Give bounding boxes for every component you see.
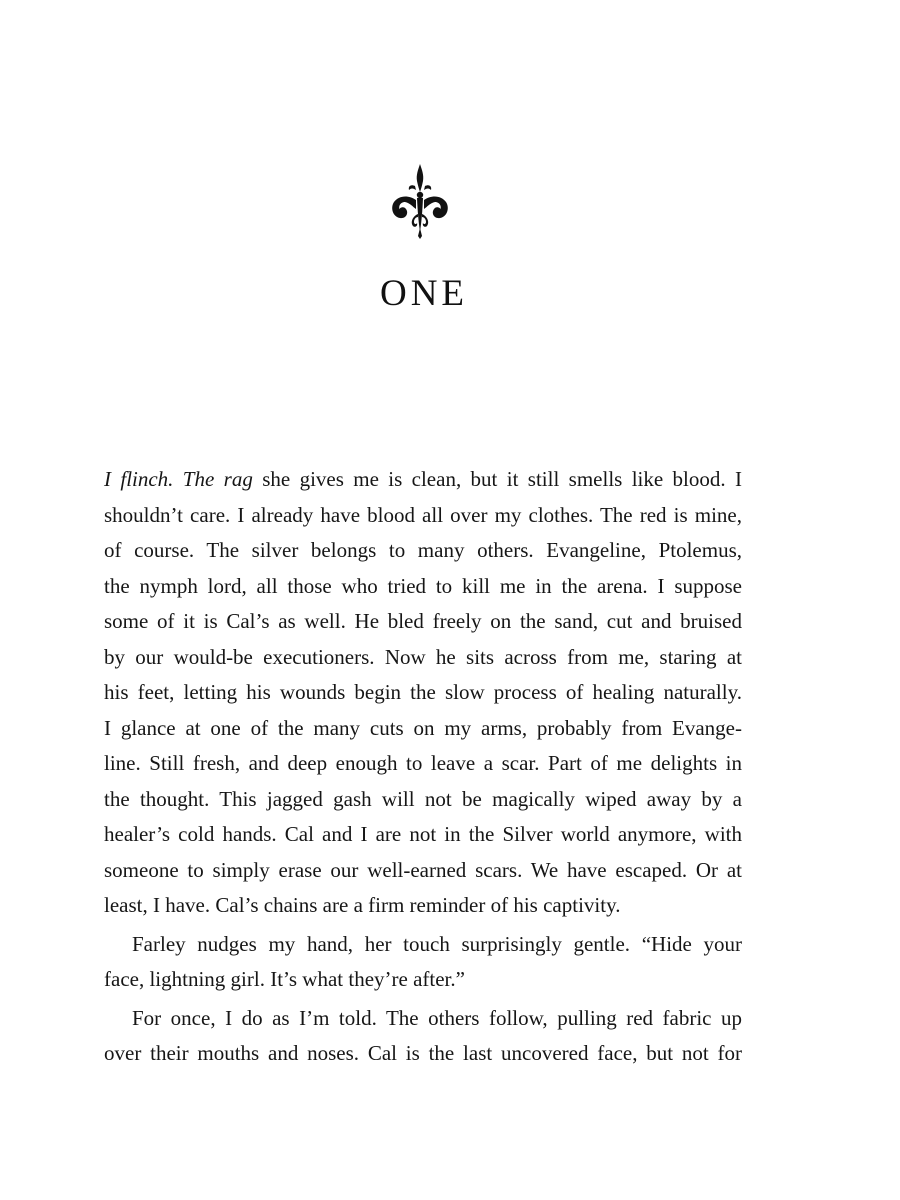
text-line: Farley nudges my hand, her touch surprisingly gentle. “Hide your: [132, 931, 742, 956]
text-line: line. Still fresh, and deep enough to leave a scar. Part of me delights in: [104, 751, 742, 775]
text-line: I glance at one of the many cuts on my arms, probably from Evange-: [104, 715, 742, 740]
text-line: the thought. This jagged gash will not be magically wiped away by a: [104, 786, 742, 811]
text-line: his feet, letting his wounds begin the slow process of healing naturally.: [104, 680, 742, 704]
text-line: face, lightning girl. It’s what they’re after.”: [104, 967, 465, 991]
text-line: shouldn’t care. I already have blood all over my clothes. The red is mine,: [104, 502, 742, 527]
text-line: someone to simply erase our well-earned scars. We have escaped. Or at: [104, 857, 742, 882]
text-line: by our would-be executioners. Now he sits across from me, staring at: [104, 644, 742, 669]
text-line: of course. The silver belongs to many others. Evangeline, Ptolemus,: [104, 538, 742, 562]
italic-opening: I flinch. The rag: [104, 467, 253, 491]
text-line: For once, I do as I’m told. The others follow, pulling red fabric up: [132, 1005, 742, 1030]
chapter-title: ONE: [379, 273, 469, 314]
chapter-body: [104, 462, 742, 1072]
text-line: some of it is Cal’s as well. He bled freely on the sand, cut and bruised: [104, 609, 742, 633]
text-line: I flinch. The rag she gives me is clean, but it still smells like blood. I: [104, 467, 742, 491]
fleur-de-lis-icon: [385, 162, 455, 240]
text-line: least, I have. Cal’s chains are a firm reminder of his captivity.: [104, 893, 621, 917]
text-line: healer’s cold hands. Cal and I are not in the Silver world anymore, with: [104, 822, 742, 846]
paragraph-2: [104, 927, 742, 998]
text-line: over their mouths and noses. Cal is the last uncovered face, but not for: [104, 1041, 742, 1065]
paragraph-1: [104, 462, 742, 924]
paragraph-3: [104, 1001, 742, 1072]
text-line: the nymph lord, all those who tried to kill me in the arena. I suppose: [104, 573, 742, 598]
